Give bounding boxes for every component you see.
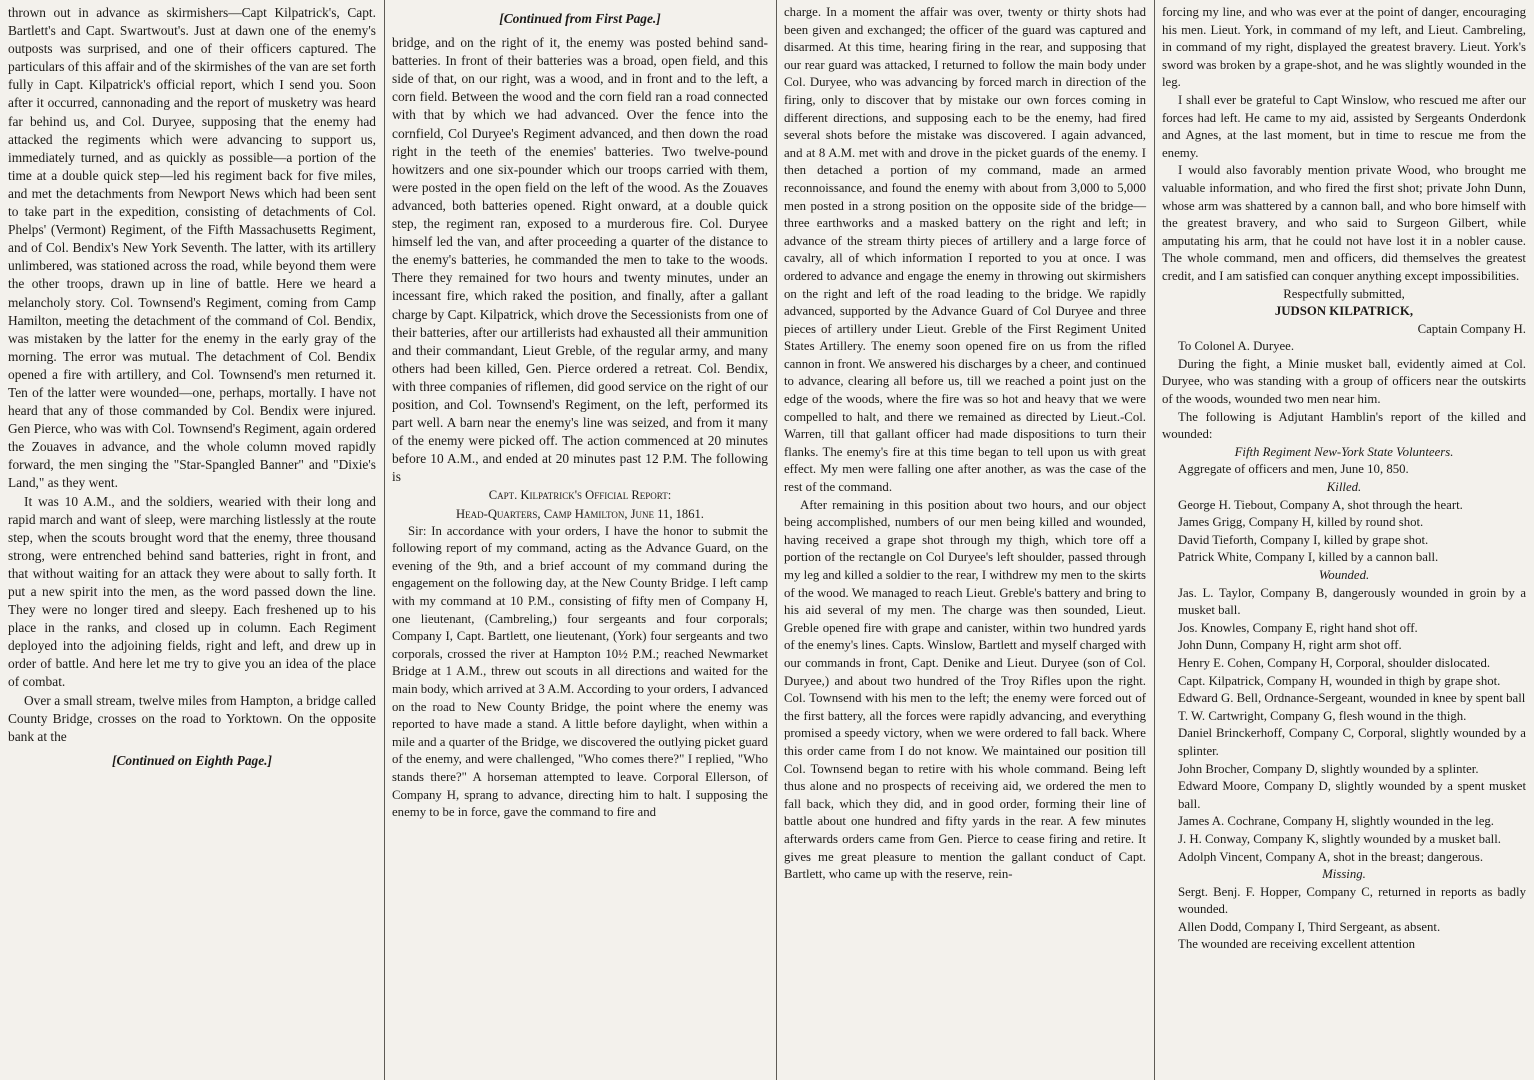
col4-paragraph-4: During the fight, a Minie musket ball, evidently aimed at Col. Duryee, who was standing with a group of officers near the outskirts of the woods, wounded two men near him.	[1162, 356, 1526, 407]
column-3	[776, 0, 1154, 1080]
report-paragraph-1: Sir: In accordance with your orders, I have the honor to submit the following report of my command, acting as the Advance Guard, on the evening of the 9th, and a brief account of my command during the engagement on the following day, at the New County Bridge. I left camp with my command at 10 P.M., consisting of fifty men of Company H, one lieutenant, (Cambreling,) four sergeants and four corporals; Company I, Capt. Bartlett, one lieutenant, (York) four sergeants and two corporals, crossed the river at Hampton 10½ P.M.; reached Newmarket Bridge at 1 A.M., threw out scouts in all directions and waited for the main body, which arrived at 3 A.M. According to your orders, I advanced on the road to New County Bridge, the point where the enemy was reported to have made a stand. A little before daylight, when within a mile and a quarter of the Bridge, we discovered the outlying picket guard of the enemy, and were challenged, "Who comes there?" I replied, "Who stands there?" A horseman attempted to leave. Corporal Ellerson, of Company H, sprang to advance, directing him to halt. I supposing the enemy to be in force, gave the command to fire and	[392, 523, 768, 820]
col3-paragraph-2: After remaining in this position about two hours, and our object being accomplished, numbers of our men being killed and wounded, having received a grape shot through my thigh, which tore off a portion of the rectangle on Col Duryee's left shoulder, passed through my leg and killed a soldier to the rear, I withdrew my men to the skirts of the wood. We managed to reach Lieut. Greble's battery and bring to his aid several of my men. The charge was then sounded, Lieut. Greble opened fire with grape and canister, within two hundred yards of the enemy's lines. Capts. Winslow, Bartlett and myself charged with our commands in front, Capt. Denike and Lieut. Duryee (son of Col. Duryee,) and about two hundred of the Troy Rifles upon the right. Col. Townsend with his men to the left; the enemy were forced out of the first battery, all the forces were rapidly advancing, and everything promised a speedy victory, when we were ordered to fall back. Where this order came from I do not know. We maintained our position till Col. Townsend began to retire with his whole command. Being left thus alone and no prospects of receiving aid, we ordered the men to fall back, which they did, and in good order, forming their line of battle about one hundred and fifty yards in the rear. A few minutes afterwards orders came from Gen. Pierce to cease firing and retire. It gives me great pleasure to mention the gallant conduct of Capt. Bartlett, who came up with the reserve, rein-	[784, 497, 1146, 882]
killed-list	[1162, 497, 1526, 567]
col4-paragraph-2: I shall ever be grateful to Capt Winslow, who rescued me after our forces had left. He came to my aid, assisted by Sergeants Onderdonk and Agnes, at the last moment, but in time to rescue me from the enemy.	[1162, 92, 1526, 160]
column-divider	[1154, 0, 1155, 1080]
addressee: To Colonel A. Duryee.	[1178, 339, 1295, 354]
list-item: Edward Moore, Company D, slightly wounded by a spent musket ball.	[1178, 779, 1526, 811]
col4-paragraph-1: forcing my line, and who was ever at the point of danger, encouraging his men. Lieut. York, in command of my left, and Lieut. Cambreling, in command of my right, displayed the greatest bravery. Lieut. York's sword was broken by a grape-shot, and he was slightly wounded in the leg.	[1162, 5, 1526, 90]
aggregate-line: Aggregate of officers and men, June 10, 850.	[1178, 462, 1409, 477]
list-item: George H. Tiebout, Company A, shot through the heart.	[1178, 497, 1463, 512]
missing-list	[1162, 884, 1526, 937]
list-item: Patrick White, Company I, killed by a cannon ball.	[1178, 550, 1439, 565]
col2-paragraph-1: bridge, and on the right of it, the enemy was posted behind sand-batteries. In front of their batteries was a broad, open field, and this side of that, on our right, was a wood, and in front and to the left, a corn field. Between the wood and the corn field ran a road connected with that by which we had advanced. Over the fence into the cornfield, Col Duryee's Regiment advanced, and then down the road right in the teeth of the enemies' batteries. Two twelve-pound howitzers and one six-pounder which our troops carried with them, were posted in the open field on the left of the wood. As the Zouaves advanced, both batteries opened. Right onward, at a double quick step, the regiment ran, exposed to a murderous fire. Col. Duryee himself led the van, and after proceeding a quarter of the distance to the enemy's batteries, he commanded the men to take to the woods. There they remained for two hours and twenty minutes, under an incessant fire, which raked the position, and finally, after a gallant charge by Capt. Kilpatrick, which drove the Secessionists from one of their batteries, after our artillerists had exhausted all their ammunition and their commandant, Lieut Greble, of the regular army, and many others had been killed, Gen. Pierce ordered a retreat. Col. Bendix, with three companies of riflemen, did good service on the right of our position, and Col. Townsend's Regiment, on the left, performed its part well. A barn near the enemy's line was seized, and from it many of the enemy were picked off. The action commenced at 20 minutes before 10 A.M., and ended at 20 minutes past 12 P.M. The following is	[392, 35, 768, 485]
signature-rank: Captain Company H.	[1417, 321, 1526, 336]
column-divider	[776, 0, 777, 1080]
column-1	[0, 0, 384, 1080]
wounded-list	[1162, 585, 1526, 867]
list-item: T. W. Cartwright, Company G, flesh wound in the thigh.	[1178, 708, 1467, 723]
list-item: Sergt. Benj. F. Hopper, Company C, returned in reports as badly wounded.	[1178, 884, 1526, 917]
col3-paragraph-1: charge. In a moment the affair was over, twenty or thirty shots had been given and exchanged; the officer of the guard was captured and disarmed. At this time, hearing firing in the rear, and supposing that our rear guard was attacked, I returned to follow the main body under Col. Duryee, who was advancing by forced march in direction of the firing, only to discover that by mistake our own forces coming in different directions, and supposing each to be the enemy, had fired several shots before the mistake was discovered. I again advanced, and at 8 A.M. met with and drove in the picket guards of the enemy. I then detached a portion of my command, made an armed reconnoissance, and found the enemy with about from 3,000 to 5,000 men posted in a strong position on the opposite side of the bridge—three earthworks and a masked battery on the right and left; in advance of the stream thirty pieces of artillery and a large force of cavalry, all of which information I reported to you at once. I was ordered to advance and engage the enemy in throwing out skirmishers on the right and left of the road leading to the bridge. We rapidly advanced, supported by the Advance Guard of Col Duryee and three pieces of artillery under Lieut. Greble of the First Regiment United States Artillery. The enemy soon opened fire on us from the rifled cannon in front. We answered his discharges by a cheer, and continued to advance, clearing all before us, till we reached a point just on the edge of the woods, where the fire was so hot and heavy that we were compelled to halt, and there we remained as directed by Lieut.-Col. Warren, till that gallant officer had made dispositions to turn their flanks. The enemy's fire at this time began to tell upon us with great effect. My men were falling one after another, as was the case of the rest of the command.	[784, 5, 1146, 495]
list-item: J. H. Conway, Company K, slightly wounded by a musket ball.	[1178, 831, 1501, 846]
list-item: Allen Dodd, Company I, Third Sergeant, as absent.	[1178, 919, 1441, 934]
closing: Respectfully submitted,	[1283, 286, 1405, 301]
list-item: Edward G. Bell, Ordnance-Sergeant, wounded in knee by spent ball	[1178, 691, 1526, 706]
list-item: James Grigg, Company H, killed by round shot.	[1178, 515, 1424, 530]
col4-paragraph-6: The wounded are receiving excellent attention	[1178, 937, 1415, 952]
killed-heading: Killed.	[1326, 480, 1362, 495]
list-item: Capt. Kilpatrick, Company H, wounded in thigh by grape shot.	[1178, 673, 1501, 688]
column-2	[384, 0, 776, 1080]
report-title: Capt. Kilpatrick's Official Report:	[488, 488, 672, 503]
signature: JUDSON KILPATRICK,	[1274, 304, 1414, 319]
continued-on-eighth-page: [Continued on Eighth Page.]	[112, 752, 272, 768]
list-item: Adolph Vincent, Company A, shot in the breast; dangerous.	[1178, 849, 1484, 864]
list-item: Jos. Knowles, Company E, right hand shot off.	[1178, 620, 1418, 635]
continued-from-first-page: [Continued from First Page.]	[499, 11, 661, 26]
list-item: Jas. L. Taylor, Company B, dangerously wounded in groin by a musket ball.	[1178, 585, 1526, 618]
col1-paragraph-2: It was 10 A.M., and the soldiers, wearied with their long and rapid march and want of sleep, were marching listlessly at the route step, when the scouts brought word that the enemy, three thousand strong, were entrenched behind sand batteries, right in front, and that without waiting for an attack they were about to sally forth. It put a new spirit into the men, as the word passed down the line. They were no longer tired and sleepy. Each freshened up to his place in the ranks, and closed up in column. Each Regiment deployed into the adjoining fields, right and left, and drew up in order of battle. And here let me try to give you an idea of the place of combat.	[8, 493, 376, 690]
col4-paragraph-3: I would also favorably mention private Wood, who brought me valuable information, and who fired the first shot; private John Dunn, whose arm was shattered by a cannon ball, and who bore himself with the greatest bravery, and who said to Surgeon Gilbert, while amputating his arm, that he could not have lost it in a nobler cause. The whole command, men and officers, did themselves the greatest credit, and I am satisfied can conquer anything except impossibilities.	[1162, 163, 1526, 283]
column-4	[1154, 0, 1534, 1080]
list-item: Henry E. Cohen, Company H, Corporal, shoulder dislocated.	[1178, 655, 1491, 670]
column-divider	[384, 0, 385, 1080]
list-item: John Brocher, Company D, slightly wounded by a splinter.	[1178, 761, 1479, 776]
list-item: David Tieforth, Company I, killed by grape shot.	[1178, 532, 1429, 547]
wounded-heading: Wounded.	[1318, 568, 1370, 582]
col4-paragraph-5: The following is Adjutant Hamblin's report of the killed and wounded:	[1162, 409, 1526, 442]
list-item: John Dunn, Company H, right arm shot off.	[1178, 638, 1402, 653]
regiment-heading: Fifth Regiment New-York State Volunteers.	[1234, 444, 1454, 459]
list-item: Daniel Brinckerhoff, Company C, Corporal, slightly wounded by a splinter.	[1178, 726, 1526, 758]
list-item: James A. Cochrane, Company H, slightly wounded in the leg.	[1178, 814, 1494, 829]
report-headquarters: Head-Quarters, Camp Hamilton, June 11, 1861.	[456, 506, 704, 521]
col1-paragraph-3: Over a small stream, twelve miles from Hampton, a bridge called County Bridge, crosses on the road to Yorktown. On the opposite bank at the	[8, 692, 376, 744]
missing-heading: Missing.	[1322, 867, 1366, 882]
col1-paragraph-1: thrown out in advance as skirmishers—Capt Kilpatrick's, Capt. Bartlett's and Capt. Swartwout's. Just at dawn one of the enemy's outposts was surprised, and one of their officers captured. The particulars of this affair and of the skirmishes of the van are set forth fully in Capt. Kilpatrick's official report, which I send you. Soon after it occurred, cannonading and the report of musketry was heard far behind us, and Col. Duryee, supposing that the enemy had attacked the regiments which were advancing to support us, immediately turned, and as quickly as possible—a portion of the time at a double quick step—led his regiment back for five miles, and met the detachments from Newport News which had been sent to take part in the expedition, consisting of detachments of Col. Phelps' (Vermont) Regiment, of the Fifth Massachusetts Regiment, and of Col. Bendix's New York Seventh. The latter, with its artillery unlimbered, was stationed across the road, while beyond them were the other troops, drawn up in line of battle. Here we heard a melancholy story. Col. Townsend's Regiment, coming from Camp Hamilton, meeting the detachment of the command of Col. Bendix, was mistaken by the latter for the enemy in the early gray of the morning. The error was mutual. The detachment of Col. Bendix opened a fire with artillery, and Col. Townsend's men returned it. Ten of the latter were wounded—one, perhaps, mortally. I have not heard that any of those commanded by Col. Bendix were injured. Gen Pierce, who was with Col. Townsend's Regiment, again ordered the Zouaves in advance, and the whole column moved rapidly forward, the men singing the "Star-Spangled Banner" and "Dixie's Land," as they went.	[8, 5, 376, 491]
